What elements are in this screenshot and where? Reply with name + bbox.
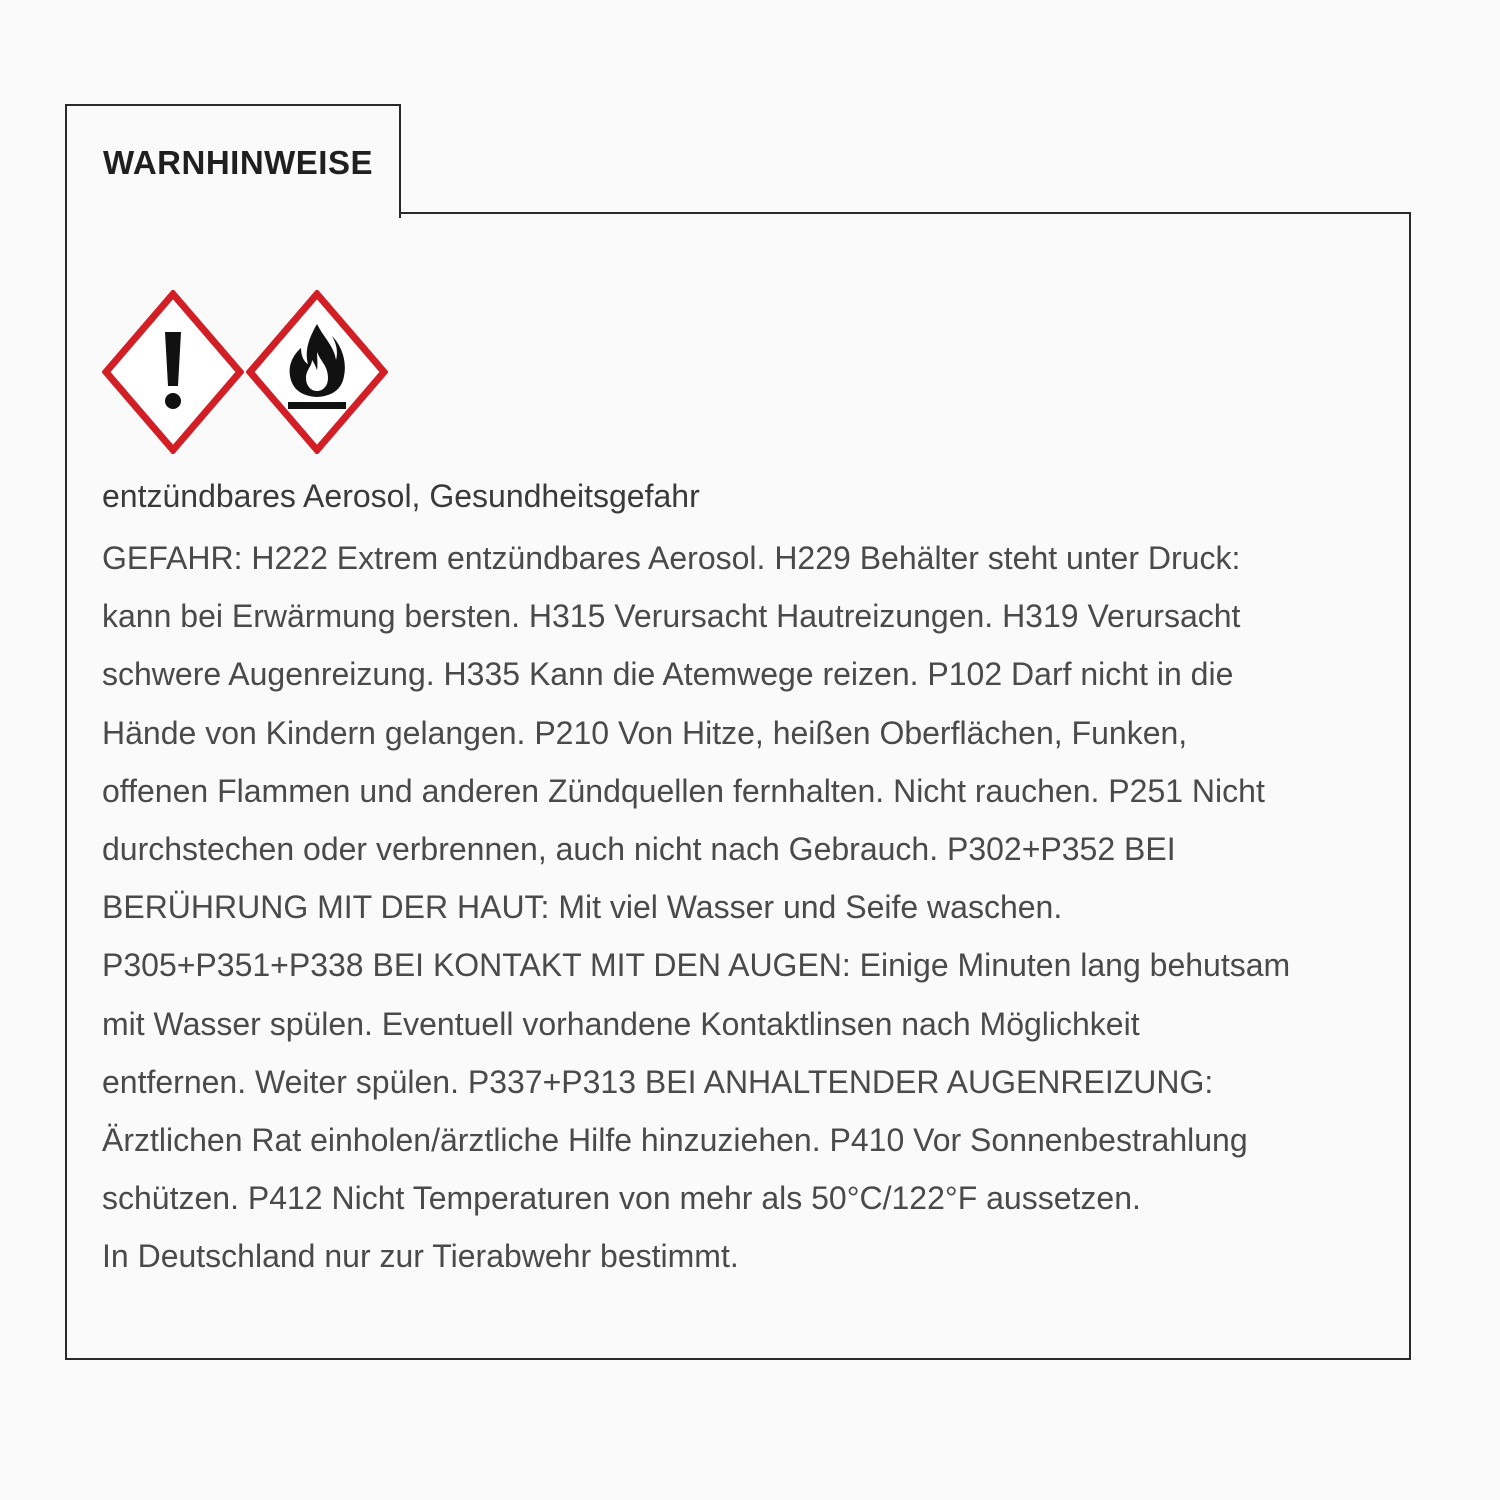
warning-line: schützen. P412 Nicht Temperaturen von mehr als 50°C/122°F aussetzen. — [102, 1180, 1141, 1217]
warning-line: Ärztlichen Rat einholen/ärztliche Hilfe hinzuziehen. P410 Vor Sonnenbestrahlung — [102, 1121, 1248, 1158]
warning-line: schwere Augenreizung. H335 Kann die Atemwege reizen. P102 Darf nicht in die — [102, 656, 1234, 693]
ghs07-exclamation-mark-icon — [102, 290, 244, 454]
hazard-summary: entzündbares Aerosol, Gesundheitsgefahr — [102, 478, 700, 514]
tab-warnhinweise[interactable] — [65, 104, 401, 218]
ghs02-flame-icon — [246, 290, 388, 454]
warning-line: In Deutschland nur zur Tierabwehr bestimmt. — [102, 1238, 739, 1275]
warning-line: kann bei Erwärmung bersten. H315 Verursacht Hautreizungen. H319 Verursacht — [102, 598, 1241, 635]
warning-line: mit Wasser spülen. Eventuell vorhandene Kontaktlinsen nach Möglichkeit — [102, 1005, 1140, 1042]
warning-line: BERÜHRUNG MIT DER HAUT: Mit viel Wasser und Seife waschen. — [102, 889, 1063, 926]
tab-label: WARNHINWEISE — [103, 144, 373, 181]
warning-line: entfernen. Weiter spülen. P337+P313 BEI ANHALTENDER AUGENREIZUNG: — [102, 1063, 1214, 1100]
warning-line: durchstechen oder verbrennen, auch nicht nach Gebrauch. P302+P352 BEI — [102, 830, 1176, 867]
ghs-pictograms — [102, 290, 388, 454]
warning-line: GEFAHR: H222 Extrem entzündbares Aerosol. H229 Behälter steht unter Druck: — [102, 540, 1241, 576]
warning-line: P305+P351+P338 BEI KONTAKT MIT DEN AUGEN: Einige Minuten lang behutsam — [102, 947, 1291, 984]
warning-line: offenen Flammen und anderen Zündquellen fernhalten. Nicht rauchen. P251 Nicht — [102, 772, 1265, 809]
warning-text — [102, 536, 1392, 1292]
warning-line: Hände von Kindern gelangen. P210 Von Hitze, heißen Oberflächen, Funken, — [102, 714, 1188, 751]
